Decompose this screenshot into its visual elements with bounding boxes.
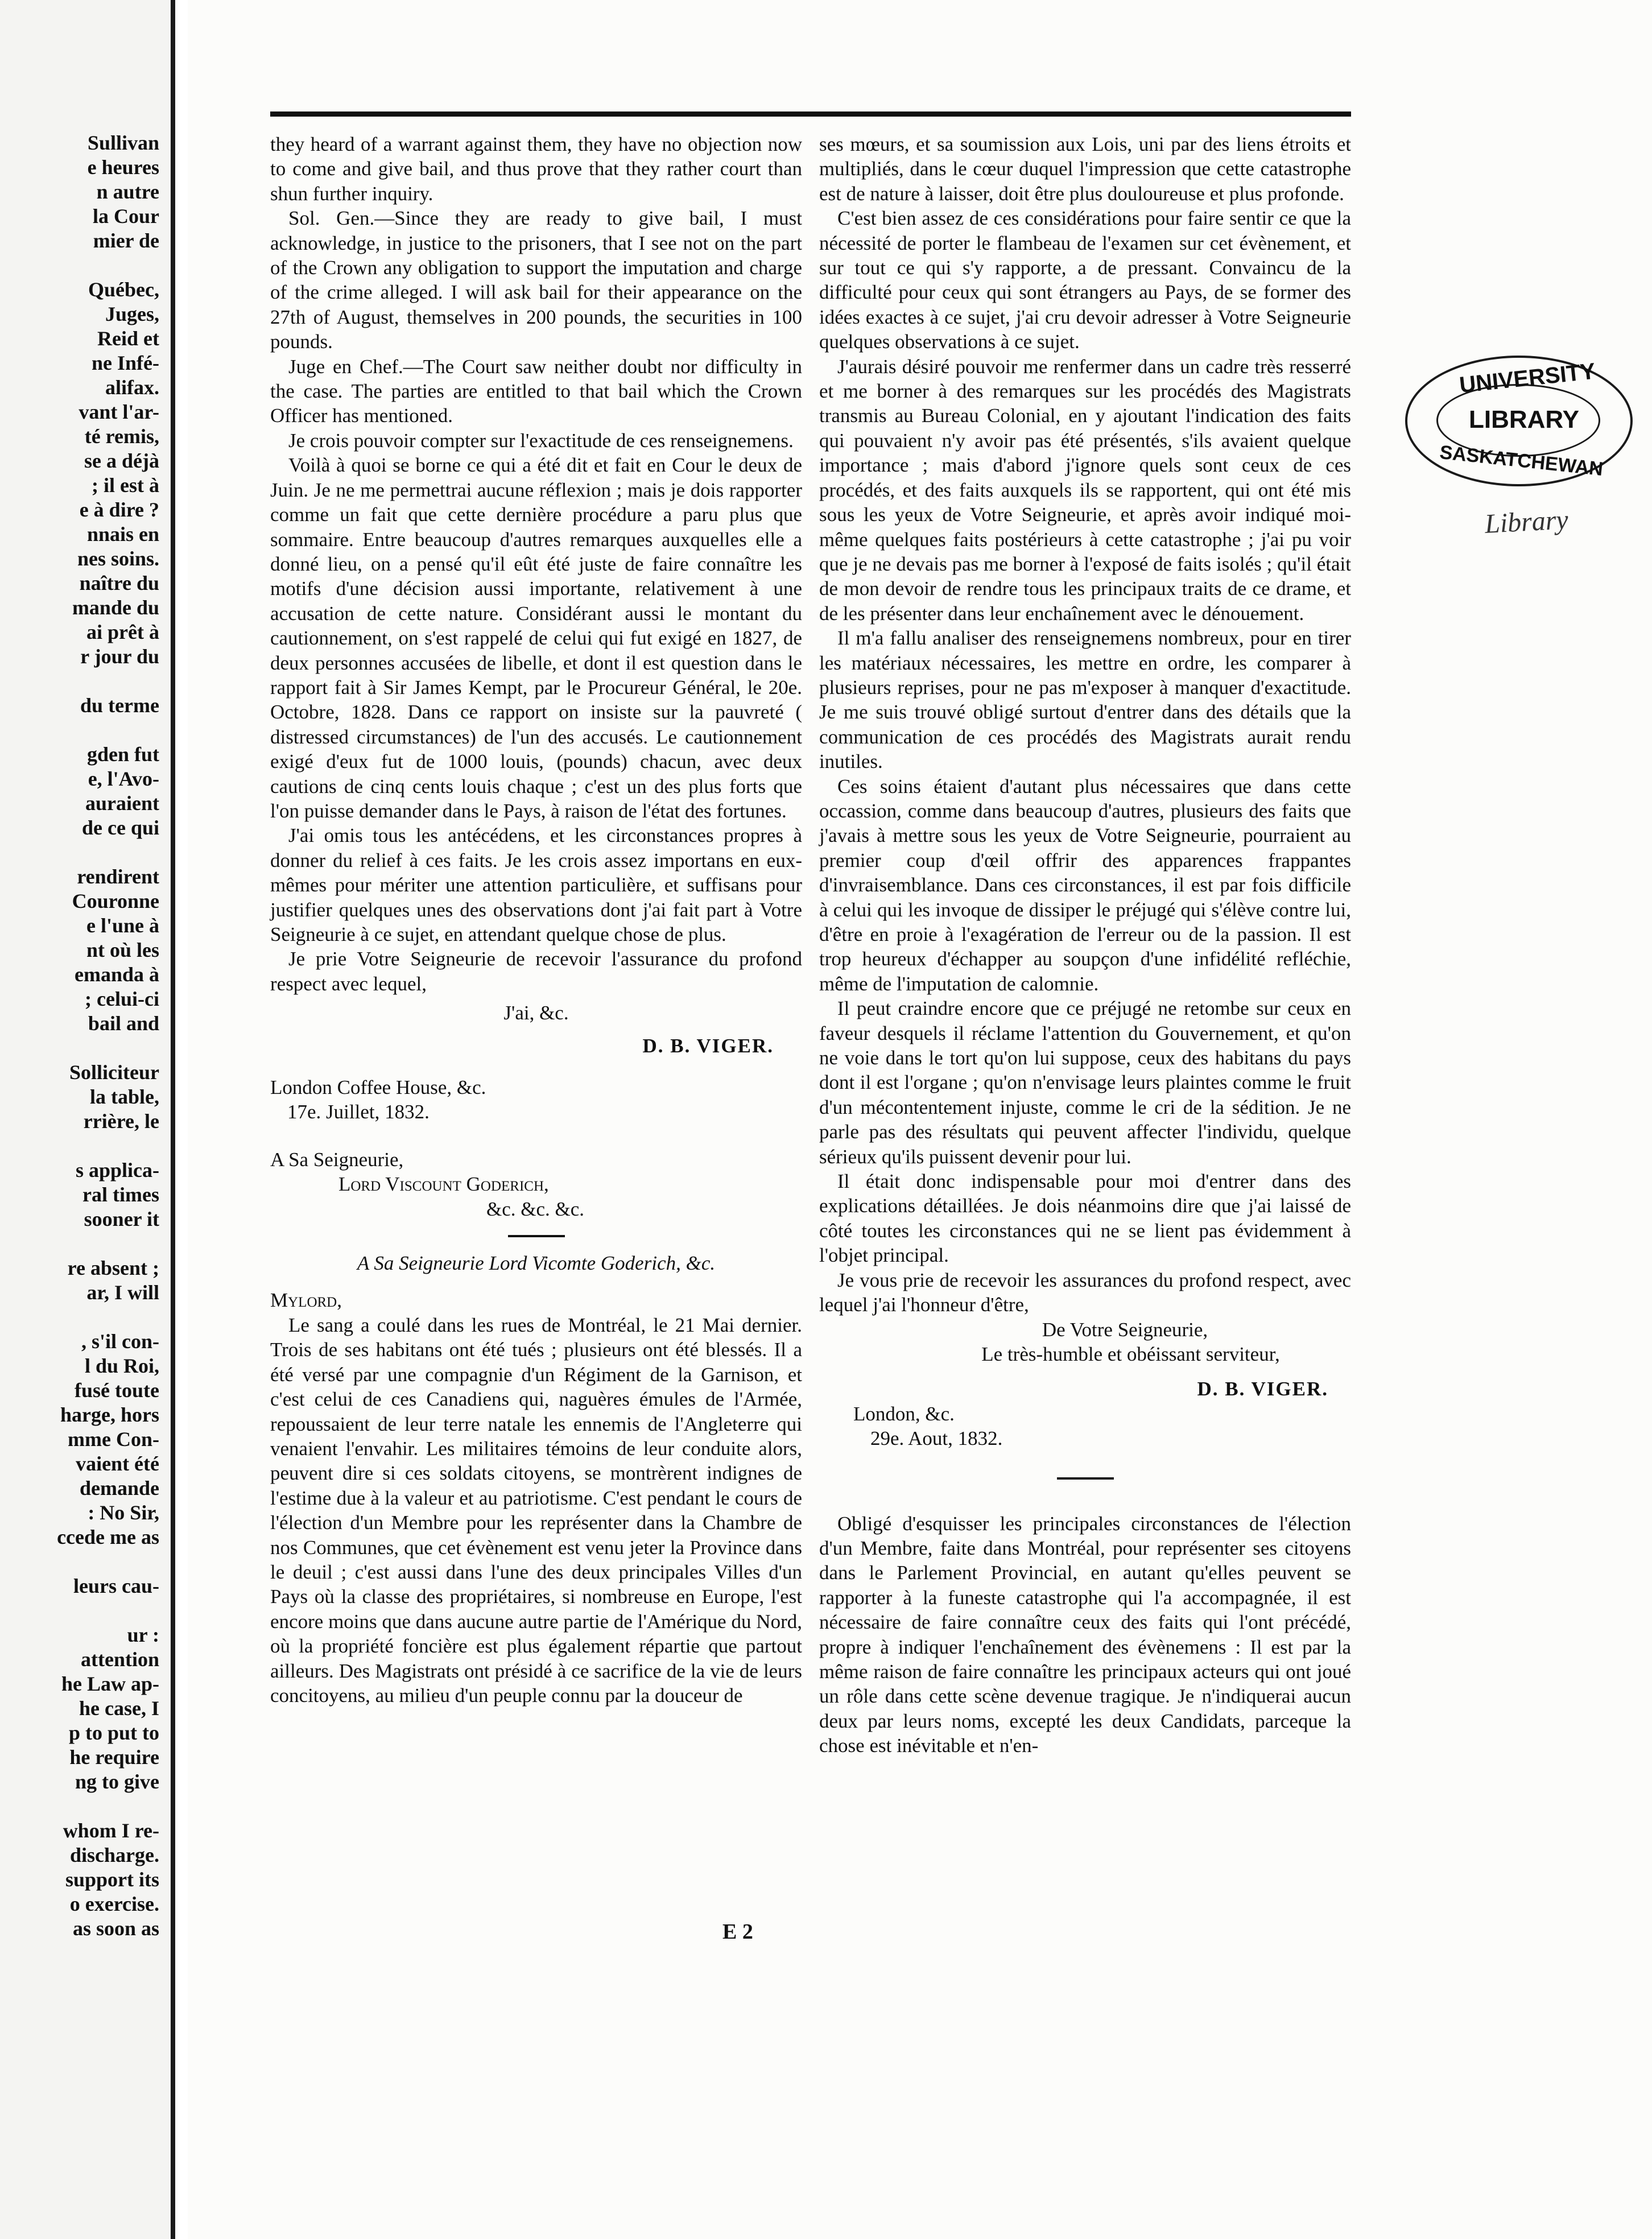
place-line: London, &c. [853,1402,955,1425]
letter-heading: A Sa Seigneurie Lord Vicomte Goderich, &c. [357,1252,716,1275]
margin-fragment: he require [69,1746,159,1769]
paragraph: J'ai omis tous les antécédens, et les circonstances propres à donner du relief à ces faits. Je les crois assez importans en eux-mêmes pour mériter une attention particulière, et suffisans pour justifier quelques unes des observations dont j'ai fait part à Votre Seigneurie à ce sujet, en attendant quelque chose de plus. [270,824,802,945]
margin-fragment: Sullivan [87,131,159,154]
paragraph: Sol. Gen.—Since they are ready to give bail, I must acknowledge, in justice to the prisoners, that I see not on the part of the Crown any obligation to support the imputation and charge of the crime alleged. I will ask bail for their appearance on the 27th of August, themselves in 200 pounds, the securities in 100 pounds. [270,207,802,353]
margin-fragment: gden fut [86,743,159,766]
margin-fragment: whom I re- [63,1819,159,1842]
margin-fragment: attention [81,1648,159,1671]
margin-fragment: emanda à [74,963,159,986]
margin-fragment: Québec, [88,278,159,301]
margin-fragment: he Law ap- [61,1672,159,1695]
margin-fragment: e l'une à [86,914,159,937]
paragraph: Je crois pouvoir compter sur l'exactitude de ces renseignemens. [288,429,794,452]
closing-line: De Votre Seigneurie, [1042,1318,1208,1341]
handwritten-annotation: Library [1484,505,1569,539]
margin-fragment: rendirent [77,865,159,888]
section-rule [508,1235,565,1237]
margin-fragment: mande du [72,596,159,619]
margin-fragment: ng to give [75,1770,159,1793]
margin-fragment: ur : [127,1624,159,1646]
margin-fragment: support its [65,1868,159,1891]
margin-fragment: e heures [87,156,159,179]
margin-fragment: leurs cau- [73,1575,159,1597]
margin-fragment: bail and [88,1012,159,1035]
paragraph: Je prie Votre Seigneurie de recevoir l'assurance du profond respect avec lequel, [270,948,802,995]
date-line: 29e. Aout, 1832. [870,1427,1003,1450]
margin-fragment: e, l'Avo- [88,767,159,790]
margin-fragment: he case, I [79,1697,159,1720]
margin-fragment: r jour du [80,645,159,668]
margin-fragment: discharge. [70,1844,159,1866]
margin-fragment: nt où les [86,939,159,961]
stamp-bottom-text: SASKATCHEWAN [1438,441,1604,480]
margin-fragment: ; il est à [92,474,159,497]
margin-fragment: ; celui-ci [85,988,159,1010]
margin-fragment: se a déjà [84,449,159,472]
address-line: A Sa Seigneurie, [270,1148,404,1171]
margin-fragment: Reid et [97,327,159,350]
margin-fragment: rrière, le [83,1110,159,1133]
page-signature-mark: E 2 [722,1920,753,1944]
margin-fragment: la table, [90,1085,159,1108]
paragraph: Il peut craindre encore que ce préjugé ne retombe sur ceux en faveur desquels il réclame l'attention du Gouvernement, et qu'on ne voie dans le tort qu'on lui suppose, ceux des habitans du pays dont il est l'organe ; qu'on n'envisage leurs plaintes comme le fruit d'un mécontentement injuste, comme le cri de la sédition. Je ne parle pas des résultats qui peuvent affecter l'individu, quelque sérieux qu'ils puissent devenir pour lui. [819,997,1351,1168]
paragraph: C'est bien assez de ces considérations pour faire sentir ce que la nécessité de porter le flambeau de l'examen sur cet évènement, et sur tout ce qui s'y rapporte, a de pressant. Convaincu de la difficulté pour ceux qui sont étrangers au Pays, de se former des idées exactes à ce sujet, j'ai cru devoir adresser à Votre Seigneurie quelques observations à ce sujet. [819,207,1351,353]
date-line: 17e. Juillet, 1832. [287,1101,429,1123]
margin-fragment: n autre [96,180,159,203]
paragraph: Juge en Chef.—The Court saw neither doubt nor difficulty in the case. The parties are entitled to that bail which the Crown Officer has mentioned. [270,355,802,427]
left-column [270,132,802,1708]
margin-fragment: re absent ; [67,1257,159,1279]
margin-fragment: as soon as [72,1917,159,1940]
closing-formula: J'ai, &c. [503,1002,569,1025]
margin-fragment: s applica- [75,1159,159,1182]
margin-fragment: Juges, [105,303,159,325]
paragraph: Il m'a fallu analiser des renseignemens nombreux, pour en tirer les matériaux nécessaires, les mettre en ordre, les comparer à plusieurs reprises, pour ne pas m'exposer à manquer d'exactitude. Je me suis trouvé obligé surtout d'entrer dans des détails que la communication de ces procédés des Magistrats aurait rendu inutiles. [819,627,1351,773]
header-rule [270,111,1351,117]
signature: D. B. VIGER. [642,1034,774,1057]
margin-fragment: alifax. [105,376,159,399]
right-column [819,132,1351,1758]
paragraph: Ces soins étaient d'autant plus nécessaires que dans cette occassion, comme dans beaucoup d'autres, plusieurs des faits que j'avais à mettre sous les yeux de Votre Seigneurie, pourraient au premier coup d'œil offrir des apparences frappantes d'invraisemblance. Dans ces circonstances, il est par fois difficile à celui qui les invoque de dissiper le préjugé qui s'élève contre lui, d'être en proie à l'exagération de l'erreur ou de la passion. Il est trop heureux d'échapper au soupçon d'une infidélité refléchie, même de l'imputation de calomnie. [819,775,1351,995]
library-stamp [1405,356,1633,486]
paragraph: Le sang a coulé dans les rues de Montréal, le 21 Mai dernier. Trois de ses habitans ont été tués ; plusieurs ont été blessés. Il a été versé par une compagnie d'un Régiment de la Garnison, et c'est celui de ces Canadiens qui, naguères émules de l'Armée, repoussaient de leur terre natale les ennemis de l'Angleterre qui venaient l'envahir. Les militaires témoins de leur conduite alors, peuvent dire si ces soldats citoyens, se montrèrent indignes de l'estime due à la valeur et au patriotisme. C'est pendant le cours de l'élection d'un Membre pour les représenter dans la Chambre de nos Communes, que cet évènement est venu jeter la Province dans le deuil ; c'est aussi dans l'une des deux principales Villes d'un Pays où la classe des propriétaires, si nombreuse en Europe, l'est encore moins que dans aucune autre partie de l'Amérique du Nord, où la propriété foncière est plus également répartie que partout ailleurs. Des Magistrats ont présidé à ce sacrifice de la vie de leurs concitoyens, au milieu d'un peuple connu par la douceur de [270,1313,802,1707]
margin-fragment: ral times [82,1183,159,1206]
margin-fragment: de ce qui [81,816,159,839]
margin-fragment: harge, hors [60,1403,159,1426]
margin-fragment: demande [79,1477,159,1499]
salutation: Mylord, [270,1289,342,1312]
margin-fragment: naître du [79,572,159,594]
margin-fragment: : No Sir, [88,1501,159,1524]
margin-fragment: fusé toute [75,1379,159,1402]
paragraph: ses mœurs, et sa soumission aux Lois, uni par des liens étroits et multipliés, dans le cœur duquel l'impression que cette catastrophe est de nature à laisser, doit être plus douloureuse et plus profonde. [819,133,1351,205]
stamp-middle-text: LIBRARY [1469,406,1579,433]
closing-line: Le très-humble et obéissant serviteur, [981,1342,1280,1365]
margin-fragment: ne Infé- [92,352,159,374]
address-etc: &c. &c. &c. [486,1197,585,1220]
paragraph: Je vous prie de recevoir les assurances du profond respect, avec lequel j'ai l'honneur d'être, [819,1269,1351,1316]
margin-fragment: nes soins. [77,547,159,570]
margin-fragment: mier de [93,229,159,252]
margin-fragment: l du Roi, [84,1354,159,1377]
paragraph: Voilà à quoi se borne ce qui a été dit et fait en Cour le deux de Juin. Je ne me permettrai aucune réflexion ; mais je dois rapporter comme un fait que cette dernière procédure a paru plus que sommaire. Entre beaucoup d'autres remarques auxquelles elle a donné lieu, on a pensé qu'il eût été juste de faire connaître les motifs d'une décision aussi importante, relativement à une accusation de cette nature. Considérant aussi le montant du cautionnement, on s'est rappelé de celui qui fut exigé en 1827, de deux personnes accusées de libelle, et dont il est question dans le rapport fait à Sir James Kempt, par le Procureur Général, le 20e. Octobre, 1828. Dans ce rapport on insiste sur la pauvreté ( distressed circumstances) de l'un des accusés. Le cautionnement exigé d'eux fut de 1000 louis, (pounds) chacun, avec deux cautions de cinq cents louis chaque ; c'est un des plus forts que l'on puisse demander dans le Pays, à raison de l'état des fortunes. [270,454,802,822]
stamp-top-text: UNIVERSITY [1458,358,1597,398]
margin-fragment: la Cour [93,205,159,228]
place-line: London Coffee House, &c. [270,1076,486,1099]
section-rule [1057,1477,1114,1480]
margin-fragment: nnais en [86,523,159,546]
margin-fragment: auraient [85,792,159,815]
paragraph: J'aurais désiré pouvoir me renfermer dans un cadre très resserré et me borner à des remarques sur les procédés des Magistrats transmis au Bureau Colonial, en y ajoutant l'indication des faits qui pouvaient n'y avoir pas été présentés, s'ils avaient quelque importance ; mais d'abord j'ignore quels sont ceux de ces procédés, et des faits auxquels ils se rapportent, qui ont été mis sous les yeux de Votre Seigneurie, et après avoir indiqué moi-même quelques faits postérieurs à cette catastrophe ; j'ai pu voir que je ne devais pas me borner à l'exposé de faits isolés ; qu'il était de mon devoir de rendre tous les principaux traits de ce drame, et de les présenter dans leur enchaînement avec le dénouement. [819,355,1351,625]
margin-fragment: sooner it [84,1208,159,1230]
margin-fragment: té remis, [84,425,159,448]
signature: D. B. VIGER. [1197,1378,1328,1401]
margin-fragment: vant l'ar- [79,400,159,423]
margin-fragment: mme Con- [68,1428,159,1451]
margin-fragment: , s'il con- [81,1330,159,1353]
margin-fragment: vaient été [76,1452,159,1475]
margin-fragment: ai prêt à [86,621,159,643]
paragraph: they heard of a warrant against them, they have no objection now to come and give bail, and thus prove that they rather court than shun further inquiry. [270,133,802,205]
adjacent-page-margin [0,0,175,2239]
margin-fragment: p to put to [68,1721,159,1744]
margin-fragment: o exercise. [69,1893,159,1915]
margin-fragment: Solliciteur [69,1061,159,1084]
margin-fragment: Couronne [72,890,159,912]
margin-fragment: ar, I will [86,1281,159,1304]
margin-fragment: du terme [80,694,159,717]
margin-fragment: e à dire ? [79,498,159,521]
margin-fragment: ccede me as [57,1526,159,1548]
address-name: Lord Viscount Goderich, [338,1173,549,1196]
paragraph: Obligé d'esquisser les principales circonstances de l'élection d'un Membre, faite dans Montréal, pour représenter ses citoyens dans le Parlement Provincial, en autant qu'elles peuvent se rapporter à la funeste catastrophe qui l'a accompagnée, il est nécessaire de faire connaître ceux des faits qui l'ont précédé, propre à indiquer l'enchaînement des évènemens : Il est par la même raison de faire connaître les principaux acteurs qui ont joué un rôle dans cette scène devenue tragique. Je n'indiquerai aucun deux par leurs noms, excepté les deux Candidats, parceque la chose est inévitable et n'en- [819,1512,1351,1757]
paragraph: Il était donc indispensable pour moi d'entrer dans des explications détaillées. Je dois néanmoins dire que j'ai laissé de côté toutes les circonstances qui ne se lient pas évidemment à l'objet principal. [819,1170,1351,1267]
